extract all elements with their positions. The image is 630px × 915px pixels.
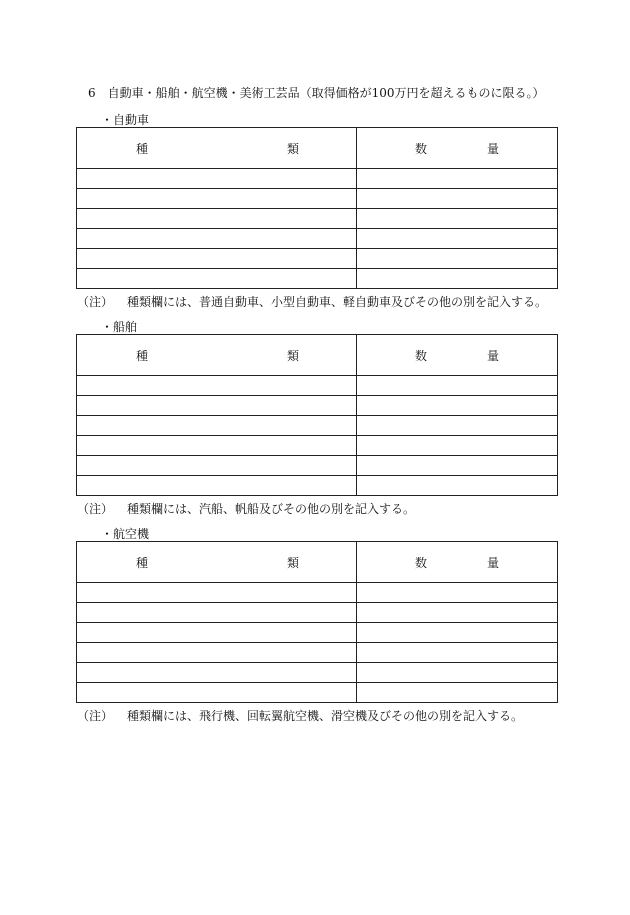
table-row	[77, 189, 558, 209]
quantity-cell[interactable]	[357, 396, 558, 416]
subsection-title-ship: ・船舶	[101, 320, 138, 334]
header-quantity: 数 量	[357, 335, 558, 376]
quantity-cell[interactable]	[357, 603, 558, 623]
type-cell[interactable]	[77, 583, 357, 603]
quantity-cell[interactable]	[357, 456, 558, 476]
type-cell[interactable]	[77, 456, 357, 476]
quantity-cell[interactable]	[357, 476, 558, 496]
quantity-cell[interactable]	[357, 189, 558, 209]
table-row	[77, 416, 558, 436]
table-row	[77, 396, 558, 416]
section-heading: 6 自動車・船舶・航空機・美術工芸品（取得価格が100万円を超えるものに限る。）	[88, 86, 545, 100]
note-car: （注） 種類欄には、普通自動車、小型自動車、軽自動車及びその他の別を記入する。	[77, 295, 548, 309]
header-type: 種 類	[77, 335, 357, 376]
table-row	[77, 169, 558, 189]
table-row	[77, 683, 558, 703]
table-row	[77, 376, 558, 396]
quantity-cell[interactable]	[357, 623, 558, 643]
quantity-cell[interactable]	[357, 643, 558, 663]
quantity-cell[interactable]	[357, 416, 558, 436]
table-row	[77, 476, 558, 496]
quantity-cell[interactable]	[357, 249, 558, 269]
quantity-cell[interactable]	[357, 583, 558, 603]
type-cell[interactable]	[77, 416, 357, 436]
table-row	[77, 436, 558, 456]
type-cell[interactable]	[77, 269, 357, 289]
header-quantity: 数 量	[357, 542, 558, 583]
type-cell[interactable]	[77, 189, 357, 209]
quantity-cell[interactable]	[357, 269, 558, 289]
table-row	[77, 623, 558, 643]
type-cell[interactable]	[77, 229, 357, 249]
note-ship: （注） 種類欄には、汽船、帆船及びその他の別を記入する。	[77, 502, 416, 516]
type-cell[interactable]	[77, 249, 357, 269]
note-aircraft: （注） 種類欄には、飛行機、回転翼航空機、滑空機及びその他の別を記入する。	[77, 709, 524, 723]
type-cell[interactable]	[77, 476, 357, 496]
header-type: 種 類	[77, 128, 357, 169]
table-row	[77, 269, 558, 289]
table-car	[76, 127, 558, 289]
header-type: 種 類	[77, 542, 357, 583]
subsection-title-car: ・自動車	[101, 113, 150, 127]
type-cell[interactable]	[77, 683, 357, 703]
table-row	[77, 603, 558, 623]
quantity-cell[interactable]	[357, 209, 558, 229]
quantity-cell[interactable]	[357, 376, 558, 396]
table-row	[77, 663, 558, 683]
table-row	[77, 209, 558, 229]
type-cell[interactable]	[77, 376, 357, 396]
table-row	[77, 456, 558, 476]
table-aircraft	[76, 541, 558, 703]
type-cell[interactable]	[77, 603, 357, 623]
table-row	[77, 229, 558, 249]
type-cell[interactable]	[77, 169, 357, 189]
quantity-cell[interactable]	[357, 436, 558, 456]
type-cell[interactable]	[77, 396, 357, 416]
quantity-cell[interactable]	[357, 229, 558, 249]
quantity-cell[interactable]	[357, 169, 558, 189]
table-row	[77, 583, 558, 603]
type-cell[interactable]	[77, 623, 357, 643]
quantity-cell[interactable]	[357, 683, 558, 703]
header-quantity: 数 量	[357, 128, 558, 169]
type-cell[interactable]	[77, 209, 357, 229]
type-cell[interactable]	[77, 643, 357, 663]
subsection-title-aircraft: ・航空機	[101, 527, 150, 541]
table-row	[77, 643, 558, 663]
type-cell[interactable]	[77, 436, 357, 456]
table-row	[77, 249, 558, 269]
table-ship	[76, 334, 558, 496]
quantity-cell[interactable]	[357, 663, 558, 683]
type-cell[interactable]	[77, 663, 357, 683]
